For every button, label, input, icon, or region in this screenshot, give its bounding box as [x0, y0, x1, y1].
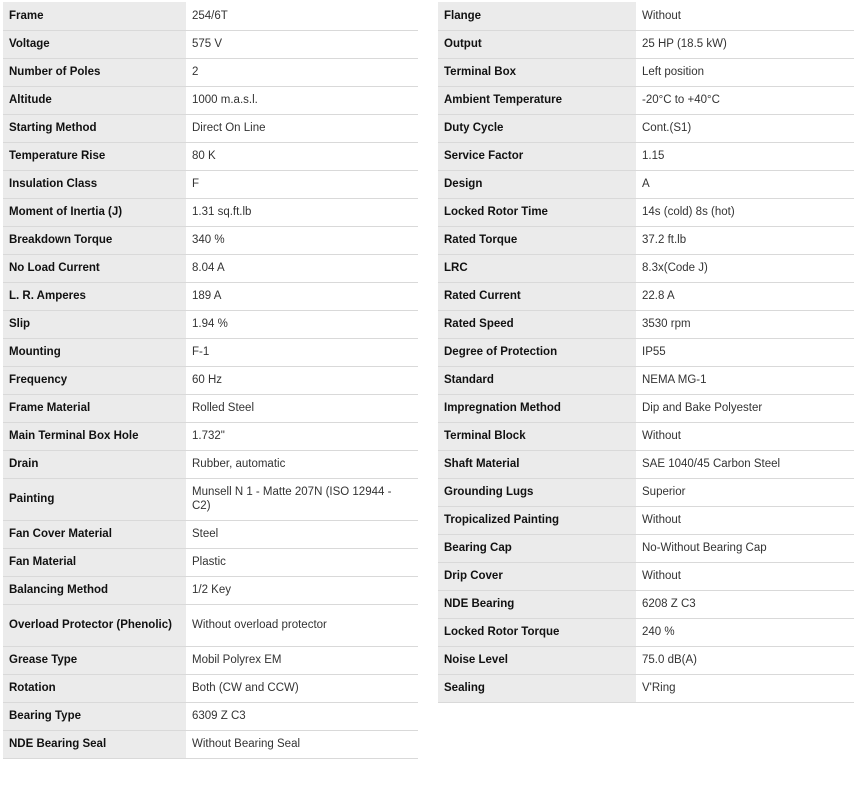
spec-value: 75.0 dB(A): [636, 646, 854, 674]
spec-row: [3, 58, 418, 86]
spec-row: [438, 422, 854, 450]
spec-row: [438, 562, 854, 590]
spec-label: Painting: [3, 478, 186, 520]
spec-value: SAE 1040/45 Carbon Steel: [636, 450, 854, 478]
spec-value: 8.3x(Code J): [636, 254, 854, 282]
spec-label: Main Terminal Box Hole: [3, 422, 186, 450]
spec-label: NDE Bearing Seal: [3, 730, 186, 758]
spec-label: Bearing Cap: [438, 534, 636, 562]
spec-value: Mobil Polyrex EM: [186, 646, 418, 674]
spec-value: No-Without Bearing Cap: [636, 534, 854, 562]
spec-label: Mounting: [3, 338, 186, 366]
spec-row: [438, 478, 854, 506]
spec-value: IP55: [636, 338, 854, 366]
spec-label: Voltage: [3, 30, 186, 58]
spec-row: [438, 394, 854, 422]
spec-row: [3, 114, 418, 142]
spec-label: Terminal Block: [438, 422, 636, 450]
spec-row: [438, 534, 854, 562]
spec-row: [3, 674, 418, 702]
spec-value: NEMA MG-1: [636, 366, 854, 394]
spec-value: 189 A: [186, 282, 418, 310]
spec-row: [438, 114, 854, 142]
spec-label: Service Factor: [438, 142, 636, 170]
spec-label: Grease Type: [3, 646, 186, 674]
spec-value: F-1: [186, 338, 418, 366]
spec-row: [3, 366, 418, 394]
left-spec-table: [3, 2, 418, 759]
spec-value: F: [186, 170, 418, 198]
spec-label: Locked Rotor Time: [438, 198, 636, 226]
spec-row: [3, 142, 418, 170]
spec-label: Rated Speed: [438, 310, 636, 338]
spec-label: Breakdown Torque: [3, 226, 186, 254]
spec-label: Temperature Rise: [3, 142, 186, 170]
spec-row: [3, 702, 418, 730]
spec-label: Sealing: [438, 674, 636, 702]
spec-label: Rotation: [3, 674, 186, 702]
spec-value: 575 V: [186, 30, 418, 58]
spec-label: Frame: [3, 2, 186, 30]
spec-label: Rated Current: [438, 282, 636, 310]
spec-label: Altitude: [3, 86, 186, 114]
spec-row: [3, 254, 418, 282]
spec-value: Without: [636, 562, 854, 590]
spec-value: 6309 Z C3: [186, 702, 418, 730]
spec-row: [438, 170, 854, 198]
spec-label: Fan Material: [3, 548, 186, 576]
spec-label: Ambient Temperature: [438, 86, 636, 114]
spec-label: Rated Torque: [438, 226, 636, 254]
spec-label: Duty Cycle: [438, 114, 636, 142]
spec-value: A: [636, 170, 854, 198]
spec-row: [438, 618, 854, 646]
spec-value: V'Ring: [636, 674, 854, 702]
spec-label: Balancing Method: [3, 576, 186, 604]
spec-label: Degree of Protection: [438, 338, 636, 366]
spec-row: [3, 450, 418, 478]
spec-label: Tropicalized Painting: [438, 506, 636, 534]
spec-row: [3, 730, 418, 758]
spec-row: [438, 310, 854, 338]
spec-value: Without overload protector: [186, 604, 418, 646]
spec-value: Without Bearing Seal: [186, 730, 418, 758]
spec-row: [438, 2, 854, 30]
spec-row: [3, 170, 418, 198]
spec-row: [3, 478, 418, 520]
spec-row: [438, 198, 854, 226]
spec-row: [3, 198, 418, 226]
spec-value: Without: [636, 506, 854, 534]
spec-label: Noise Level: [438, 646, 636, 674]
spec-label: Terminal Box: [438, 58, 636, 86]
spec-value: Rolled Steel: [186, 394, 418, 422]
spec-label: Drip Cover: [438, 562, 636, 590]
spec-value: 22.8 A: [636, 282, 854, 310]
spec-value: Rubber, automatic: [186, 450, 418, 478]
spec-value: 60 Hz: [186, 366, 418, 394]
spec-row: [438, 450, 854, 478]
spec-row: [438, 86, 854, 114]
spec-row: [3, 548, 418, 576]
spec-value: -20°C to +40°C: [636, 86, 854, 114]
spec-value: 1.31 sq.ft.lb: [186, 198, 418, 226]
spec-label: Insulation Class: [3, 170, 186, 198]
spec-row: [438, 506, 854, 534]
spec-label: L. R. Amperes: [3, 282, 186, 310]
spec-row: [3, 338, 418, 366]
spec-value: 340 %: [186, 226, 418, 254]
spec-value: Both (CW and CCW): [186, 674, 418, 702]
spec-value: Munsell N 1 - Matte 207N (ISO 12944 - C2): [186, 478, 418, 520]
spec-row: [3, 86, 418, 114]
spec-value: 240 %: [636, 618, 854, 646]
spec-row: [438, 338, 854, 366]
spec-row: [3, 282, 418, 310]
spec-row: [438, 226, 854, 254]
spec-value: 14s (cold) 8s (hot): [636, 198, 854, 226]
spec-value: Without: [636, 2, 854, 30]
spec-value: 1.15: [636, 142, 854, 170]
spec-row: [438, 142, 854, 170]
spec-label: Impregnation Method: [438, 394, 636, 422]
spec-label: Bearing Type: [3, 702, 186, 730]
spec-label: Shaft Material: [438, 450, 636, 478]
spec-row: [3, 422, 418, 450]
spec-value: 8.04 A: [186, 254, 418, 282]
spec-label: Grounding Lugs: [438, 478, 636, 506]
spec-value: 3530 rpm: [636, 310, 854, 338]
spec-row: [3, 226, 418, 254]
spec-row: [438, 58, 854, 86]
spec-label: Design: [438, 170, 636, 198]
spec-label: NDE Bearing: [438, 590, 636, 618]
spec-row: [3, 646, 418, 674]
spec-label: Flange: [438, 2, 636, 30]
spec-value: Left position: [636, 58, 854, 86]
spec-row: [3, 394, 418, 422]
spec-label: Slip: [3, 310, 186, 338]
left-spec-body: [3, 2, 418, 758]
spec-value: 1.94 %: [186, 310, 418, 338]
spec-value: Steel: [186, 520, 418, 548]
spec-label: Standard: [438, 366, 636, 394]
spec-value: 1/2 Key: [186, 576, 418, 604]
spec-value: 25 HP (18.5 kW): [636, 30, 854, 58]
spec-label: Moment of Inertia (J): [3, 198, 186, 226]
spec-row: [3, 30, 418, 58]
spec-label: Frame Material: [3, 394, 186, 422]
spec-label: No Load Current: [3, 254, 186, 282]
spec-row: [3, 2, 418, 30]
spec-label: Number of Poles: [3, 58, 186, 86]
spec-value: 1000 m.a.s.l.: [186, 86, 418, 114]
spec-row: [3, 576, 418, 604]
spec-label: Frequency: [3, 366, 186, 394]
spec-label: Locked Rotor Torque: [438, 618, 636, 646]
spec-value: Without: [636, 422, 854, 450]
spec-value: Dip and Bake Polyester: [636, 394, 854, 422]
spec-row: [438, 282, 854, 310]
spec-label: Overload Protector (Phenolic): [3, 604, 186, 646]
spec-label: Fan Cover Material: [3, 520, 186, 548]
spec-value: 6208 Z C3: [636, 590, 854, 618]
spec-label: Drain: [3, 450, 186, 478]
spec-row: [438, 674, 854, 702]
right-spec-body: [438, 2, 854, 702]
spec-value: Direct On Line: [186, 114, 418, 142]
spec-value: Plastic: [186, 548, 418, 576]
spec-value: 254/6T: [186, 2, 418, 30]
spec-label: LRC: [438, 254, 636, 282]
spec-value: 37.2 ft.lb: [636, 226, 854, 254]
spec-value: Cont.(S1): [636, 114, 854, 142]
spec-value: 1.732": [186, 422, 418, 450]
spec-row: [3, 520, 418, 548]
spec-row: [438, 254, 854, 282]
spec-row: [438, 30, 854, 58]
spec-value: 2: [186, 58, 418, 86]
spec-row: [438, 646, 854, 674]
spec-row: [438, 366, 854, 394]
spec-value: Superior: [636, 478, 854, 506]
spec-value: 80 K: [186, 142, 418, 170]
spec-label: Output: [438, 30, 636, 58]
spec-row: [438, 590, 854, 618]
right-spec-table: [438, 2, 854, 703]
spec-label: Starting Method: [3, 114, 186, 142]
spec-row: [3, 310, 418, 338]
spec-row: [3, 604, 418, 646]
